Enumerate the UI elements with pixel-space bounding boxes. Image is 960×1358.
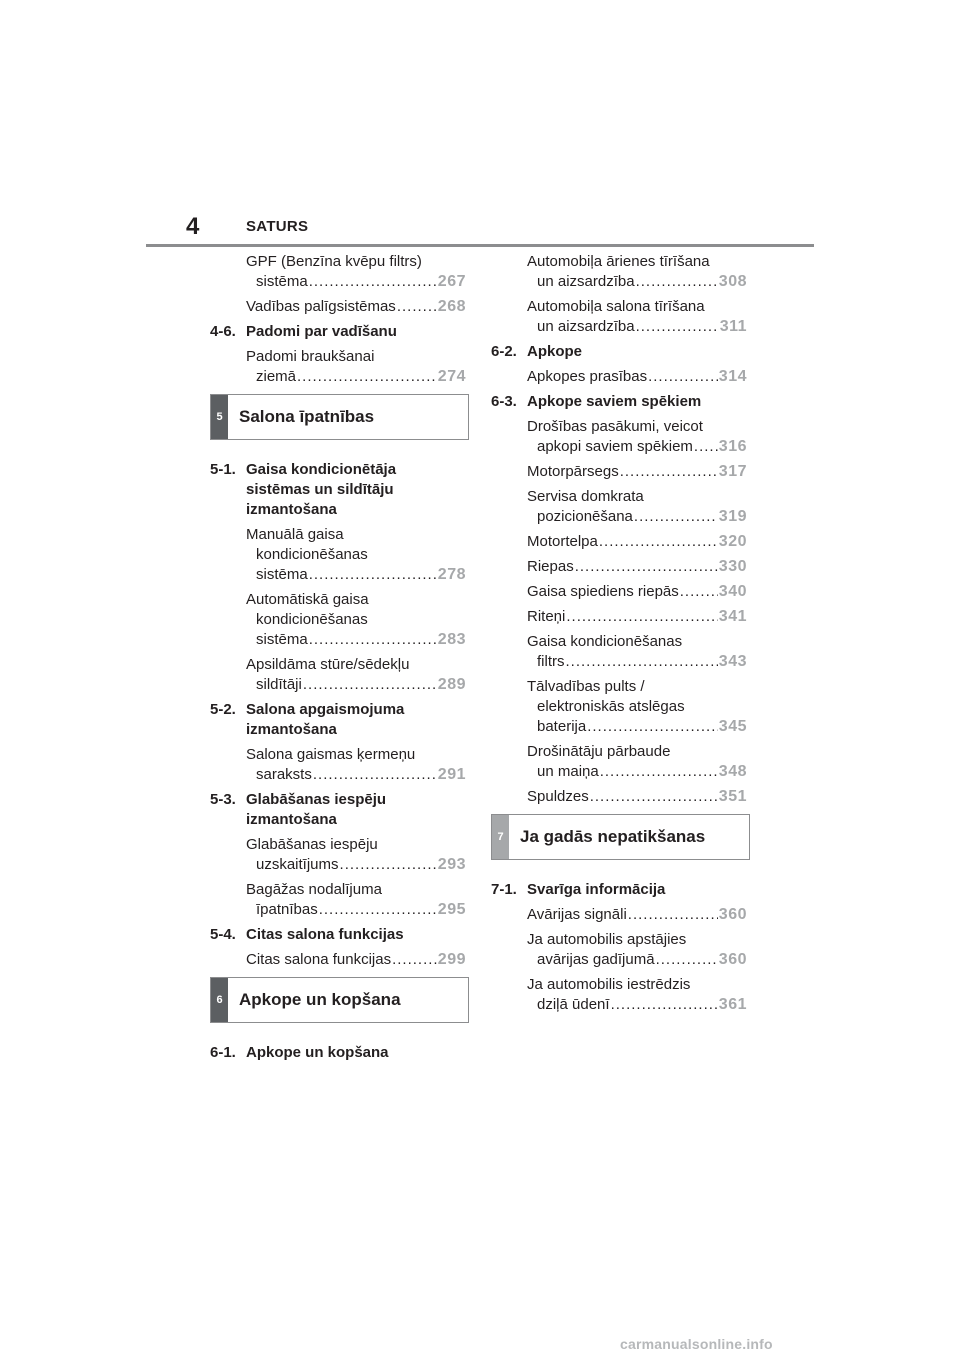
section-number: 6-2. [491,343,517,360]
page-ref[interactable]: 293 [437,856,466,873]
section-number: 7-1. [491,881,517,898]
page-ref[interactable]: 299 [437,951,466,968]
page-ref[interactable]: 345 [718,718,747,735]
page-ref[interactable]: 319 [718,508,747,525]
leader-dots [636,272,718,292]
entry-last-line [246,367,466,387]
section-heading [210,322,466,342]
toc-entry[interactable] [246,655,466,695]
leader-dots [600,762,718,782]
toc-entry[interactable] [246,835,466,875]
toc-entry[interactable] [246,252,466,292]
section-title-line: Salona apgaismojuma [246,701,405,718]
entry-last-line [246,272,466,292]
toc-entry[interactable] [527,532,747,552]
leader-dots [620,462,718,482]
leader-dots [309,565,437,585]
entry-last-line [527,272,747,292]
entry-text: pozicionēšana [537,508,633,525]
entry-text: Apkopes prasības [527,368,648,385]
page-ref[interactable]: 291 [437,766,466,783]
entry-line: Gaisa kondicionēšanas [527,633,683,650]
entry-line: Ja automobilis apstājies [527,931,687,948]
entry-last-line [246,565,466,585]
toc-entry[interactable] [527,487,747,527]
entry-text: avārijas gadījumā [537,951,655,968]
toc-entry[interactable] [527,417,747,457]
entry-line: Glabāšanas iespēju [246,836,378,853]
entry-last-line [246,297,466,317]
toc-left-column [210,252,466,1068]
toc-entry[interactable] [527,632,747,672]
section-title-line: Apkope [527,343,583,360]
section-number: 6-1. [210,1044,236,1061]
section-heading [210,925,466,945]
toc-entry[interactable] [527,557,747,577]
entry-text: uzskaitījums [256,856,339,873]
page-ref[interactable]: 317 [718,463,747,480]
entry-line: Servisa domkrata [527,488,644,505]
entry-last-line [527,950,747,970]
entry-text: filtrs [537,653,565,670]
page-ref[interactable]: 341 [718,608,747,625]
entry-last-line [527,607,747,627]
section-title [527,880,747,900]
section-title [246,790,466,830]
entry-last-line [527,462,747,482]
toc-entry[interactable] [527,297,747,337]
chapter-tab: 7 [492,815,509,859]
section-heading [210,700,466,740]
section-title [527,342,747,362]
section-heading [210,460,466,520]
entry-text: Riepas [527,558,574,575]
section-title-line: izmantošana [246,811,337,828]
page-ref[interactable]: 314 [718,368,747,385]
leader-dots [319,900,437,920]
entry-last-line [527,557,747,577]
entry-line: elektroniskās atslēgas [537,698,685,715]
entry-last-line [527,582,747,602]
entry-last-line [246,950,466,970]
entry-text: Avārijas signāli [527,906,627,923]
entry-last-line [246,855,466,875]
section-number: 5-3. [210,791,236,808]
leader-dots [397,297,437,317]
toc-entry[interactable] [527,582,747,602]
section-number: 6-3. [491,393,517,410]
section-title-line: Apkope un kopšana [246,1044,389,1061]
section-title [246,925,466,945]
toc-entry[interactable] [246,880,466,920]
section-heading [210,1043,466,1063]
section-title [246,460,466,520]
footer-watermark: carmanualsonline.info [620,1336,773,1352]
entry-line: Automobiļa ārienes tīrīšana [527,253,710,270]
leader-dots [648,367,718,387]
page-ref[interactable]: 274 [437,368,466,385]
leader-dots [628,905,718,925]
entry-text: saraksts [256,766,312,783]
leader-dots [340,855,437,875]
entry-text: Motorpārsegs [527,463,619,480]
page-header-title: SATURS [246,218,309,235]
toc-entry[interactable] [527,930,747,970]
entry-text: sistēma [256,631,308,648]
section-heading [491,392,747,412]
entry-line: Automobiļa salona tīrīšana [527,298,705,315]
entry-line: kondicionēšanas [256,611,368,628]
section-heading [491,342,747,362]
entry-line: Automātiskā gaisa [246,591,369,608]
section-title-line: sistēmas un sildītāju [246,481,394,498]
leader-dots [392,950,437,970]
leader-dots [636,317,719,337]
entry-text: un aizsardzība [537,318,635,335]
section-title [246,322,466,342]
leader-dots [575,557,718,577]
toc-entry[interactable] [527,787,747,807]
entry-last-line [527,652,747,672]
entry-last-line [246,900,466,920]
entry-text: un maiņa [537,763,599,780]
entry-line: GPF (Benzīna kvēpu filtrs) [246,253,422,270]
section-number: 5-4. [210,926,236,943]
entry-line: Manuālā gaisa [246,526,344,543]
chapter-box-5[interactable] [210,394,469,440]
page-ref[interactable]: 330 [718,558,747,575]
page-ref[interactable]: 295 [437,901,466,918]
entry-last-line [527,317,747,337]
page-ref[interactable]: 320 [718,533,747,550]
entry-line: Drošinātāju pārbaude [527,743,671,760]
chapter-box-7[interactable] [491,814,750,860]
entry-text: īpatnības [256,901,318,918]
entry-last-line [527,905,747,925]
entry-text: Vadības palīgsistēmas [246,298,396,315]
entry-text: Citas salona funkcijas [246,951,392,968]
chapter-title: Apkope un kopšana [239,990,401,1009]
page-ref[interactable]: 360 [718,906,747,923]
entry-last-line [527,367,747,387]
chapter-title: Salona īpatnības [239,407,375,426]
page-ref[interactable]: 340 [718,583,747,600]
entry-text: sistēma [256,273,308,290]
leader-dots [566,652,718,672]
section-heading [491,880,747,900]
toc-entry[interactable] [246,525,466,585]
leader-dots [566,607,717,627]
leader-dots [611,995,718,1015]
page-ref[interactable]: 267 [437,273,466,290]
toc-entry[interactable] [527,677,747,737]
section-number: 5-1. [210,461,236,478]
leader-dots [297,367,437,387]
section-title-line: izmantošana [246,501,337,518]
entry-line: Bagāžas nodalījuma [246,881,382,898]
page-ref[interactable]: 361 [718,996,747,1013]
page-ref[interactable]: 348 [718,763,747,780]
entry-last-line [246,630,466,650]
entry-last-line [527,995,747,1015]
entry-text: apkopi saviem spēkiem [537,438,693,455]
toc-entry[interactable] [527,607,747,627]
section-title-line: Citas salona funkcijas [246,926,404,943]
page-ref[interactable]: 351 [718,788,747,805]
entry-text: un aizsardzība [537,273,635,290]
page-ref[interactable]: 316 [718,438,747,455]
entry-text: sildītāji [256,676,302,693]
entry-last-line [527,717,747,737]
entry-last-line [527,437,747,457]
section-title-line: Apkope saviem spēkiem [527,393,702,410]
entry-line: Apsildāma stūre/sēdekļu [246,656,410,673]
entry-last-line [527,532,747,552]
leader-dots [634,507,718,527]
toc-entry[interactable] [246,950,466,970]
toc-right-column [491,252,747,1020]
page-ref[interactable]: 360 [718,951,747,968]
entry-line: Ja automobilis iestrēdzis [527,976,691,993]
entry-line: Padomi braukšanai [246,348,375,365]
chapter-tab: 6 [211,978,228,1022]
page-ref[interactable]: 268 [437,298,466,315]
leader-dots [303,675,437,695]
entry-text: ziemā [256,368,297,385]
chapter-title: Ja gadās nepatikšanas [520,827,706,846]
toc-entry[interactable] [246,590,466,650]
entry-text: Motortelpa [527,533,598,550]
leader-dots [587,717,718,737]
page-number: 4 [186,213,200,240]
leader-dots [309,630,437,650]
section-title-line: izmantošana [246,721,337,738]
leader-dots [309,272,437,292]
leader-dots [599,532,718,552]
entry-text: Spuldzes [527,788,589,805]
toc-entry[interactable] [246,745,466,785]
entry-line: Tālvadības pults / [527,678,645,695]
page-ref[interactable]: 283 [437,631,466,648]
toc-entry[interactable] [246,347,466,387]
entry-last-line [527,507,747,527]
toc-entry[interactable] [527,252,747,292]
entry-text: dziļā ūdenī [537,996,610,1013]
section-title-line: Gaisa kondicionētāja [246,461,397,478]
entry-last-line [246,675,466,695]
chapter-box-6[interactable] [210,977,469,1023]
toc-entry[interactable] [246,297,466,317]
toc-entry[interactable] [527,975,747,1015]
page-ref[interactable]: 311 [719,318,747,335]
leader-dots [680,582,718,602]
section-title-line: Glabāšanas iespēju [246,791,387,808]
section-title-line: Padomi par vadīšanu [246,323,397,340]
entry-text: Riteņi [527,608,566,625]
entry-text: baterija [537,718,587,735]
section-number: 5-2. [210,701,236,718]
entry-text: Gaisa spiediens riepās [527,583,679,600]
section-title [527,392,747,412]
section-title [246,700,466,740]
chapter-tab: 5 [211,395,228,439]
toc-entry[interactable] [527,742,747,782]
leader-dots [656,950,718,970]
section-number: 4-6. [210,323,236,340]
toc-entry[interactable] [527,367,747,387]
entry-last-line [527,787,747,807]
entry-last-line [527,762,747,782]
page-ref[interactable]: 278 [437,566,466,583]
section-title [246,1043,466,1063]
entry-last-line [246,765,466,785]
page-ref[interactable]: 343 [718,653,747,670]
entry-line: Drošības pasākumi, veicot [527,418,703,435]
toc-entry[interactable] [527,462,747,482]
section-heading [210,790,466,830]
section-title-line: Svarīga informācija [527,881,666,898]
leader-dots [694,437,718,457]
header-rule [146,244,814,247]
entry-line: kondicionēšanas [256,546,368,563]
page-ref[interactable]: 308 [718,273,747,290]
leader-dots [313,765,437,785]
entry-line: Salona gaismas ķermeņu [246,746,416,763]
toc-entry[interactable] [527,905,747,925]
leader-dots [590,787,718,807]
entry-text: sistēma [256,566,308,583]
page-ref[interactable]: 289 [437,676,466,693]
